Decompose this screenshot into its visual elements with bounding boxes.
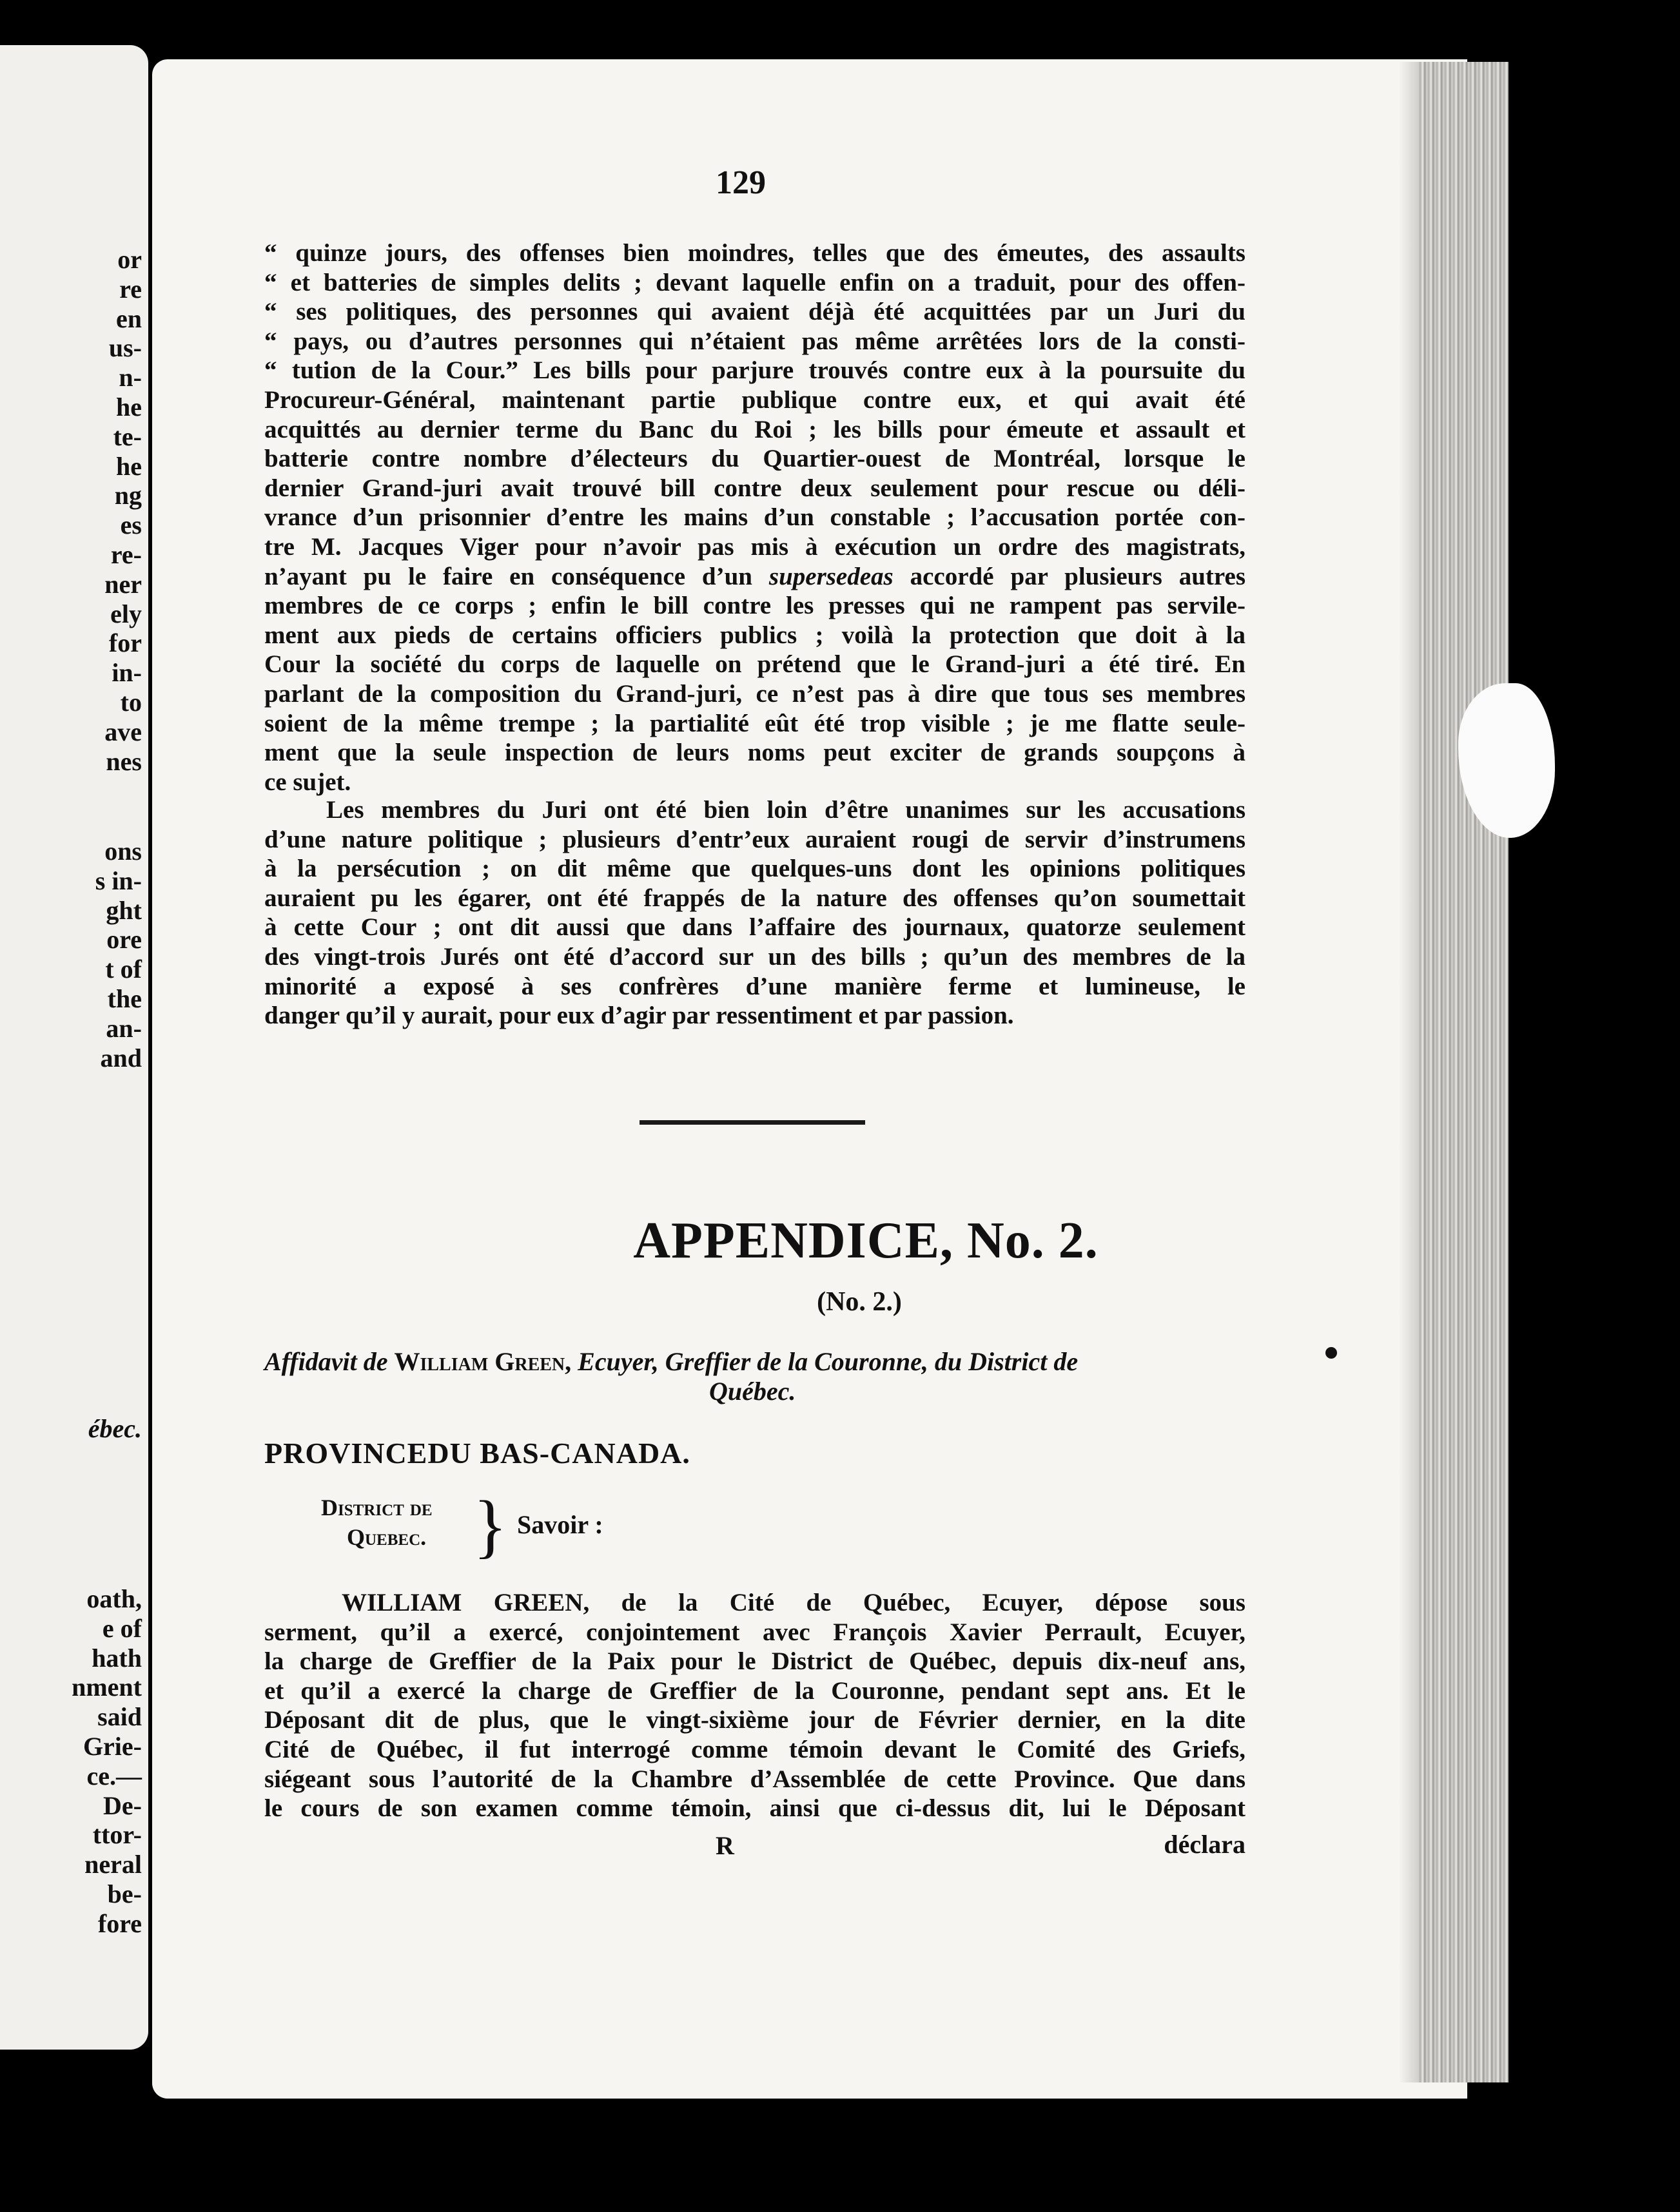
text-line: parlant de la composition du Grand-juri, ce n’est pas à dire que tous ses membres bbox=[264, 679, 1245, 708]
facing-line: Grie- bbox=[83, 1731, 142, 1761]
text-line: d’une nature politique ; plusieurs d’entr’eux auraient rougi de servir d’instrumens bbox=[264, 825, 1245, 853]
facing-line: he bbox=[116, 392, 142, 422]
text-line: Cité de Québec, il fut interrogé comme témoin devant le Comité des Griefs, bbox=[264, 1735, 1245, 1763]
text-line: WILLIAM GREEN, de la Cité de Québec, Ecuyer, dépose sous bbox=[342, 1589, 1245, 1616]
facing-line: us- bbox=[108, 333, 142, 363]
signature-mark: R bbox=[716, 1831, 734, 1860]
text-line: membres de ce corps ; enfin le bill contre les presses qui ne rampent pas servile- bbox=[264, 592, 1245, 620]
text-line: Cour la société du corps de laquelle on prétend que le Grand-juri a été tiré. En bbox=[264, 650, 1245, 679]
facing-line: to bbox=[120, 687, 142, 717]
affidavit-heading-line: Québec. bbox=[709, 1377, 796, 1406]
facing-page-fragment-3 bbox=[88, 1414, 142, 1444]
affidavit-heading-line bbox=[264, 1347, 1245, 1377]
facing-line: s in- bbox=[95, 866, 142, 895]
section-divider bbox=[640, 1120, 865, 1125]
catchword: déclara bbox=[1164, 1830, 1245, 1859]
facing-line: oath, bbox=[86, 1584, 142, 1613]
text-line: Les membres du Juri ont été bien loin d’être unanimes sur les accusations bbox=[326, 796, 1245, 824]
savoir-label: Savoir : bbox=[517, 1510, 603, 1539]
page-edges bbox=[1418, 62, 1509, 2082]
text-line: “ quinze jours, des offenses bien moindres, telles que des émeutes, des assaults bbox=[264, 239, 1245, 267]
text-line: Procureur-Général, maintenant partie publique contre eux, et qui avait été bbox=[264, 385, 1245, 414]
facing-line: te- bbox=[113, 422, 142, 451]
facing-page-fragment-4 bbox=[72, 1584, 142, 1939]
facing-line: be- bbox=[107, 1879, 142, 1908]
facing-page-fragment-2 bbox=[95, 837, 142, 1072]
text-line: ment aux pieds de certains officiers publics ; voilà la protection que doit à la bbox=[264, 621, 1245, 649]
paragraph-2 bbox=[264, 795, 1245, 1031]
facing-line: es bbox=[120, 510, 142, 540]
facing-line: for bbox=[108, 628, 142, 658]
text-segment: accordé par plusieurs autres bbox=[910, 562, 1245, 590]
text-line: dernier Grand-juri avait trouvé bill contre deux seulement pour rescue ou déli- bbox=[264, 474, 1245, 502]
facing-line: said bbox=[97, 1702, 142, 1732]
facing-line: re- bbox=[110, 539, 142, 569]
paragraph-3 bbox=[264, 1588, 1245, 1823]
district-line: District de bbox=[321, 1495, 433, 1520]
text-line: “ tution de la Cour.” Les bills pour parjure trouvés contre eux à la poursuite du bbox=[264, 356, 1245, 385]
facing-line: neral bbox=[84, 1850, 142, 1879]
text-line: “ ses politiques, des personnes qui avaient déjà été acquittées par un Juri du bbox=[264, 298, 1245, 326]
text-line: “ pays, ou d’autres personnes qui n’étaient pas même arrêtées lors de la consti- bbox=[264, 327, 1245, 355]
text-line: auraient pu les égarer, ont été frappés de la nature des offenses qu’on soumettait bbox=[264, 884, 1245, 912]
text-line: à la persécution ; on dit même que quelques-uns dont les opinions politiques bbox=[264, 855, 1245, 883]
text-line bbox=[264, 562, 1245, 592]
facing-line: the bbox=[107, 984, 142, 1013]
text-line: batterie contre nombre d’électeurs du Quartier-ouest de Montréal, lorsque le bbox=[264, 445, 1245, 473]
facing-line: ely bbox=[110, 599, 142, 628]
facing-line: ng bbox=[114, 481, 142, 510]
facing-line: nes bbox=[106, 746, 142, 776]
facing-line: nment bbox=[72, 1673, 142, 1702]
appendix-title-text: APPENDICE, No. 2. bbox=[633, 1212, 1099, 1269]
appendix-number-text: (No. 2.) bbox=[817, 1287, 902, 1317]
facing-line: ce.— bbox=[86, 1761, 142, 1790]
appendix-number bbox=[0, 1286, 1680, 1317]
facing-line: n- bbox=[119, 363, 142, 393]
text-line: “ et batteries de simples delits ; devant laquelle enfin on a traduit, pour des offen- bbox=[264, 268, 1245, 296]
facing-line: ner bbox=[104, 569, 142, 599]
facing-line: fore bbox=[97, 1908, 142, 1938]
text-line: et qu’il a exercé la charge de Greffier de la Couronne, pendant sept ans. Et le bbox=[264, 1676, 1245, 1705]
affidavit-prefix: Affidavit de bbox=[264, 1347, 388, 1376]
text-line: des vingt-trois Jurés ont été d’accord sur un des bills ; qu’un des membres de la bbox=[264, 942, 1245, 971]
affidavit-heading bbox=[264, 1347, 1245, 1406]
facing-page bbox=[0, 45, 148, 2050]
deponent-name: William Green, bbox=[394, 1347, 572, 1376]
facing-line: De- bbox=[103, 1790, 142, 1820]
facing-line: t of bbox=[105, 955, 142, 984]
text-line: le cours de son examen comme témoin, ainsi que ci-dessus dit, lui le Déposant bbox=[264, 1794, 1245, 1823]
facing-line: e of bbox=[102, 1613, 142, 1643]
facing-line: he bbox=[116, 451, 142, 481]
appendix-title bbox=[0, 1212, 1680, 1270]
text-line: à cette Cour ; ont dit aussi que dans l’affaire des journaux, quatorze seulement bbox=[264, 913, 1245, 942]
text-line: minorité a exposé à ses confrères d’une manière ferme et lumineuse, le bbox=[264, 972, 1245, 1000]
facing-line: and bbox=[100, 1043, 142, 1072]
text-line: danger qu’il y aurait, pour eux d’agir par ressentiment et par passion. bbox=[264, 1002, 1014, 1030]
text-line: serment, qu’il a exercé, conjointement avec François Xavier Perrault, Ecuyer, bbox=[264, 1618, 1245, 1646]
affidavit-title: Ecuyer, Greffier de la Couronne, du District de bbox=[578, 1347, 1079, 1376]
page-number: 129 bbox=[716, 164, 766, 201]
province-heading: PROVINCEDU BAS-CANADA. bbox=[264, 1437, 690, 1470]
text-line: soient de la même trempe ; la partialité eût été trop visible ; je me flatte seule- bbox=[264, 709, 1245, 737]
italic-term: supersedeas bbox=[768, 562, 894, 590]
text-segment: n’ayant pu le faire en conséquence d’un bbox=[264, 562, 752, 590]
facing-line: ave bbox=[104, 717, 142, 746]
text-line: tre M. Jacques Viger pour n’avoir pas mis à exécution un ordre des magistrats, bbox=[264, 532, 1245, 561]
text-line: la charge de Greffier de la Paix pour le District de Québec, depuis dix-neuf ans, bbox=[264, 1647, 1245, 1676]
facing-line: ébec. bbox=[88, 1414, 142, 1443]
text-line: vrance d’un prisonnier d’entre les mains d’un constable ; l’accusation portée con- bbox=[264, 503, 1245, 532]
facing-line: ght bbox=[106, 895, 142, 925]
facing-line: re bbox=[119, 274, 142, 304]
paragraph-1 bbox=[264, 238, 1245, 797]
district-label bbox=[321, 1494, 433, 1551]
facing-page-fragment-1 bbox=[104, 245, 142, 776]
text-line: acquittés au dernier terme du Banc du Roi ; les bills pour émeute et assault et bbox=[264, 415, 1245, 443]
text-line: ce sujet. bbox=[264, 768, 351, 796]
facing-line: ttor- bbox=[92, 1820, 142, 1850]
facing-line: ons bbox=[104, 837, 142, 866]
facing-line: in- bbox=[112, 658, 142, 688]
text-line: Déposant dit de plus, que le vingt-sixième jour de Février dernier, en la dite bbox=[264, 1706, 1245, 1734]
facing-line: an- bbox=[106, 1013, 142, 1043]
text-line: ment que la seule inspection de leurs noms peut exciter de grands soupçons à bbox=[264, 739, 1245, 767]
ink-dot bbox=[1325, 1347, 1337, 1359]
brace: } bbox=[473, 1486, 507, 1565]
text-line: siégeant sous l’autorité de la Chambre d’Assemblée de cette Province. Que dans bbox=[264, 1765, 1245, 1793]
facing-line: ore bbox=[106, 925, 142, 955]
facing-line: hath bbox=[92, 1643, 142, 1673]
district-line: Quebec. bbox=[347, 1524, 427, 1550]
facing-line: or bbox=[117, 245, 142, 274]
facing-line: en bbox=[116, 304, 142, 333]
